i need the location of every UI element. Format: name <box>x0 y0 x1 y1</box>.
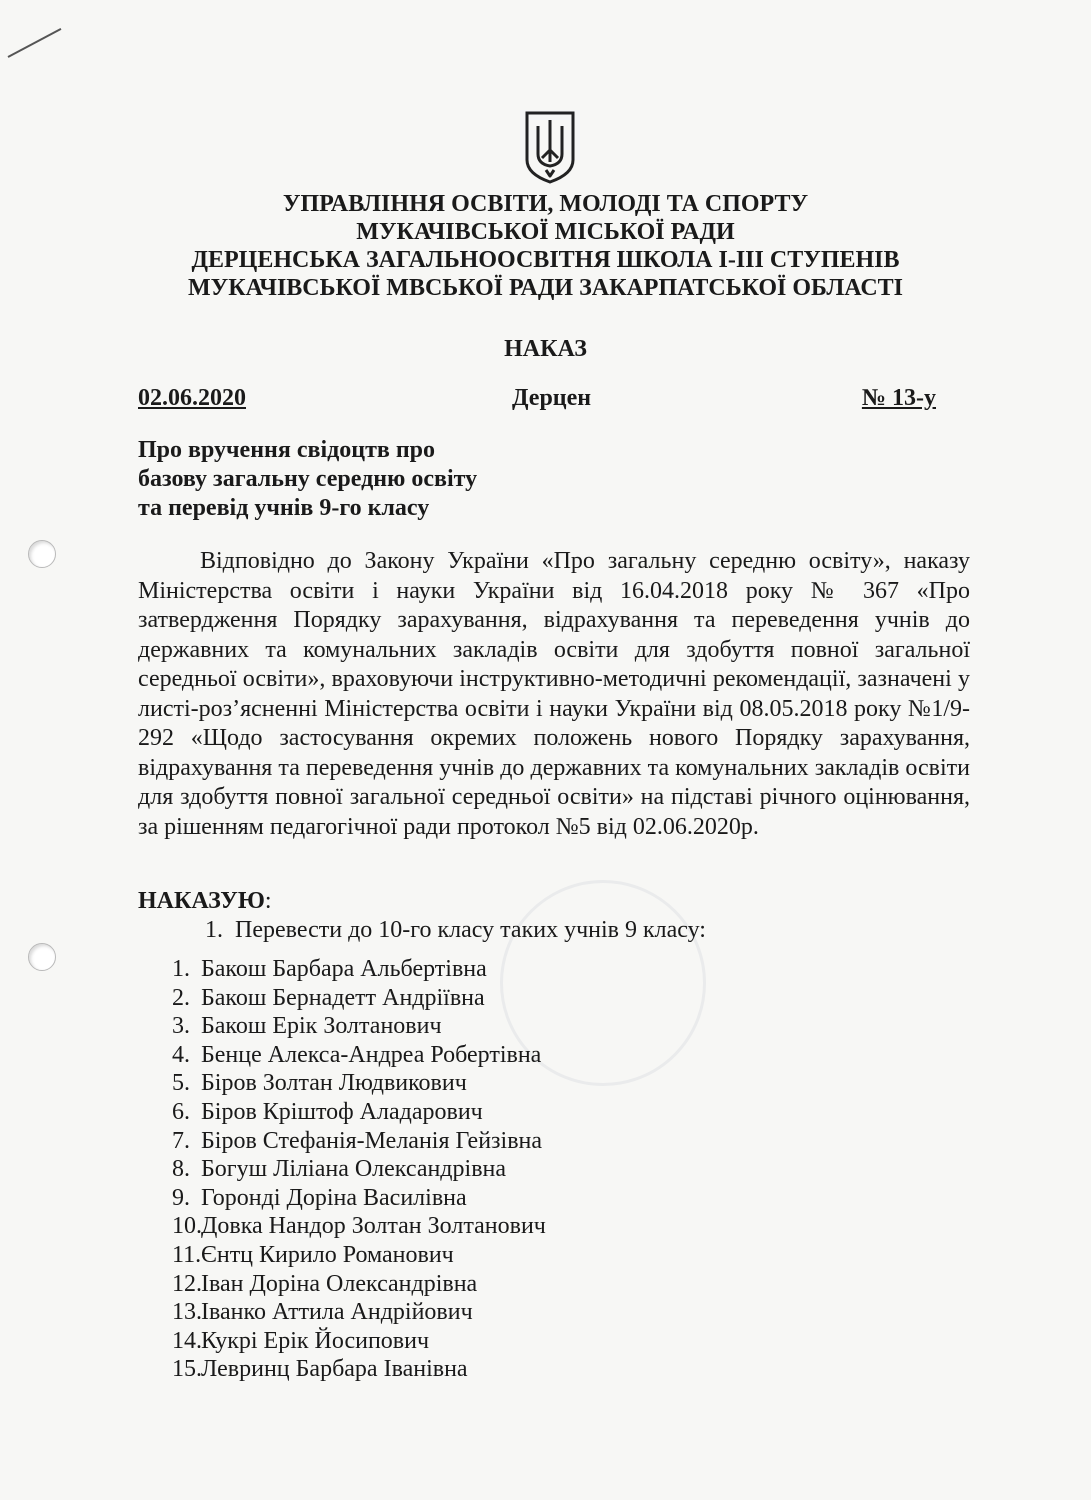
student-list <box>172 955 546 1384</box>
student-name: Біров Золтан Людвикович <box>201 1070 467 1097</box>
student-number: 15. <box>172 1356 202 1383</box>
order-heading <box>138 888 272 915</box>
student-number: 12. <box>172 1270 202 1297</box>
order-preamble: Відповідно до Закону України «Про загальну середню освіту», наказу Міністерства освіти і науки України від 16.04.2018 року № 367 «Про затвердження Порядку зарахування, відрахування та переведення учнів до державних та комунальних закладів освіти для здобуття повної загальної середньої освіти», враховуючи інструктивно-методичні рекомендації, зазначені у листі-роз’ясненні Міністерства освіти і науки України від 08.05.2018 року №1/9-292 «Щодо застосування окремих положень нового Порядку зарахування, відрахування та переведення учнів до державних та комунальних закладів освіти для здобуття повної загальної середньої освіти» на підставі річного оцінювання, за рішенням педагогічної ради протокол №5 від 02.06.2020р. <box>138 548 970 840</box>
order-subject <box>138 436 477 523</box>
student-list-item <box>172 984 546 1013</box>
punch-hole-top <box>28 540 56 568</box>
trident-emblem-icon <box>524 110 576 184</box>
student-name: Левринц Барбара Іванівна <box>201 1356 468 1383</box>
student-name: Іван Доріна Олександрівна <box>201 1270 478 1297</box>
student-number: 9. <box>172 1184 190 1211</box>
student-name: Єнтц Кирило Романович <box>201 1241 454 1268</box>
student-name: Біров Кріштоф Аладарович <box>201 1098 483 1125</box>
order-heading-colon: : <box>264 888 272 914</box>
subject-line-3: та перевід учнів 9-го класу <box>138 495 430 521</box>
student-list-item <box>172 1355 546 1384</box>
student-number: 14. <box>172 1327 202 1354</box>
student-name: Бакош Барбара Альбертівна <box>201 956 487 982</box>
header-line-4: МУКАЧІВСЬКОЇ МВСЬКОЇ РАДИ ЗАКАРПАТСЬКОЇ ОБЛАСТІ <box>187 275 904 301</box>
student-name: Горонді Доріна Василівна <box>201 1184 467 1211</box>
student-name: Кукрі Ерік Йосипович <box>201 1327 430 1354</box>
order-place: Дерцен <box>512 385 592 411</box>
student-list-item <box>172 1127 546 1156</box>
student-list-item <box>172 1184 546 1213</box>
order-date: 02.06.2020 <box>138 385 246 411</box>
student-list-item <box>172 1327 546 1356</box>
punch-hole-bottom <box>28 943 56 971</box>
student-number: 1. <box>172 956 190 982</box>
student-name: Довка Нандор Золтан Золтанович <box>201 1213 546 1240</box>
subject-line-2: базову загальну середню освіту <box>138 466 478 492</box>
student-name: Бенце Алекса-Андреа Робертівна <box>201 1041 542 1068</box>
student-number: 6. <box>172 1098 190 1125</box>
student-list-item <box>172 1155 546 1184</box>
student-number: 10. <box>172 1213 202 1240</box>
header-line-1: УПРАВЛІННЯ ОСВІТИ, МОЛОДІ ТА СПОРТУ <box>282 191 809 217</box>
document-title: НАКАЗ <box>504 336 587 362</box>
order-item-1-text: Перевести до 10-го класу таких учнів 9 класу: <box>235 917 706 943</box>
student-number: 13. <box>172 1299 202 1326</box>
student-name: Богуш Ліліана Олександрівна <box>201 1156 507 1183</box>
student-number: 5. <box>172 1070 190 1097</box>
student-list-item <box>172 1098 546 1127</box>
student-list-item <box>172 1069 546 1098</box>
student-list-item <box>172 1241 546 1270</box>
header-line-2: МУКАЧІВСЬКОЇ МІСЬКОЇ РАДИ <box>356 219 735 245</box>
student-list-item <box>172 1212 546 1241</box>
header-line-3: ДЕРЦЕНСЬКА ЗАГАЛЬНООСВІТНЯ ШКОЛА І-ІІІ СТУПЕНІВ <box>191 247 900 273</box>
student-number: 2. <box>172 984 190 1011</box>
student-number: 3. <box>172 1013 190 1040</box>
subject-line-1: Про вручення свідоцтв про <box>138 437 436 463</box>
student-list-item <box>172 1298 546 1327</box>
order-heading-text: НАКАЗУЮ <box>138 888 265 914</box>
student-list-item <box>172 1012 546 1041</box>
student-list-item <box>172 955 546 984</box>
student-number: 8. <box>172 1156 190 1183</box>
student-number: 11. <box>172 1241 202 1268</box>
order-number: № 13-у <box>861 385 936 411</box>
student-name: Біров Стефанія-Меланія Гейзівна <box>201 1127 543 1154</box>
student-list-item <box>172 1270 546 1299</box>
pen-mark <box>8 28 62 58</box>
order-item-1 <box>205 917 706 944</box>
student-list-item <box>172 1041 546 1070</box>
student-number: 7. <box>172 1127 190 1154</box>
order-item-1-number: 1. <box>205 917 223 943</box>
student-number: 4. <box>172 1041 190 1068</box>
student-name: Бакош Ерік Золтанович <box>201 1013 442 1040</box>
student-name: Бакош Бернадетт Андріївна <box>201 984 485 1011</box>
institution-header <box>0 190 1091 302</box>
student-name: Іванко Аттила Андрійович <box>201 1299 473 1326</box>
